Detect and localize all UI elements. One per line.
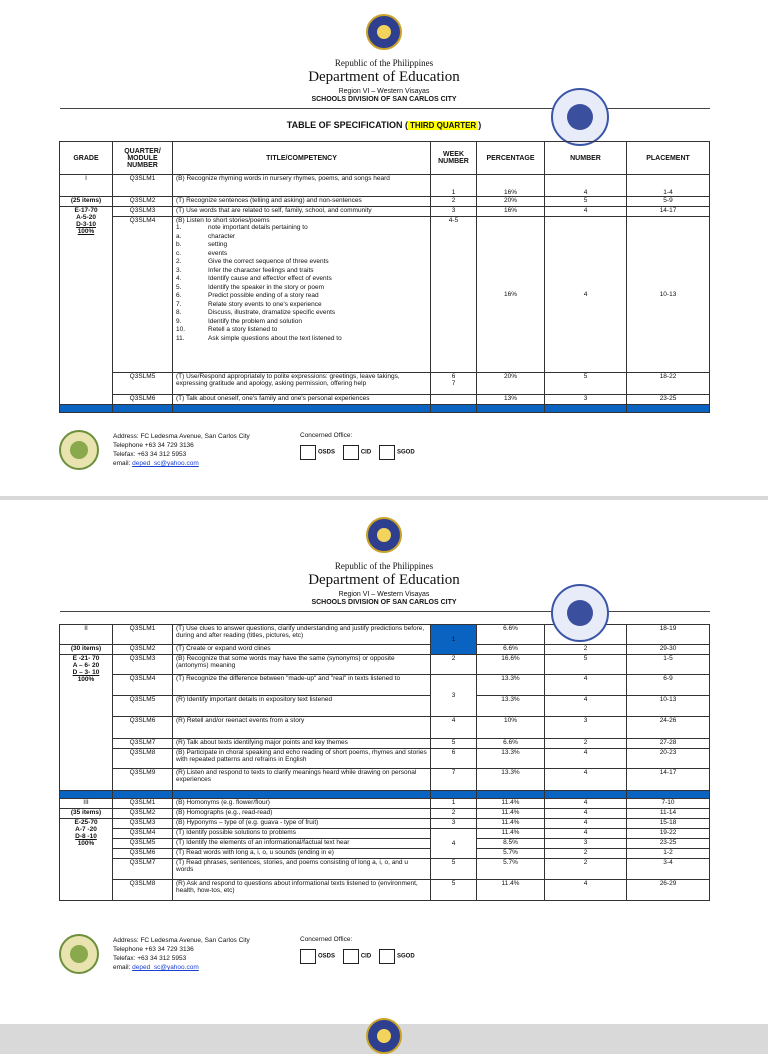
table-row — [60, 175, 710, 197]
pct-cell: 11.4% — [477, 799, 545, 809]
competency-list-item — [176, 292, 427, 301]
pct-cell: 13.3% — [477, 675, 545, 696]
address-line: Address: FC Ledesma Avenue, San Carlos City — [113, 433, 250, 440]
col-placement: PLACEMENT — [627, 142, 710, 175]
num-cell: 4 — [545, 829, 627, 839]
document-page-2 — [0, 500, 768, 1024]
deped-seal — [366, 14, 402, 50]
module-cell: Q3SLM8 — [113, 880, 173, 901]
col-percentage: PERCENTAGE — [477, 142, 545, 175]
week-cell: 2 — [431, 197, 477, 207]
place-cell: 26-29 — [627, 880, 710, 901]
title-prefix: TABLE OF SPECIFICATION ( — [286, 120, 408, 130]
week-cell: 4-5 — [431, 217, 477, 373]
spec-table-grade2-3 — [59, 624, 710, 901]
list-text: Discuss, illustrate, dramatize specific events — [208, 309, 336, 316]
telephone-line: Telephone +63 34 729 3136 — [113, 442, 194, 449]
table-row — [60, 880, 710, 901]
num-cell: 4 — [545, 175, 627, 197]
place-cell: 1-2 — [627, 849, 710, 859]
col-quarter: QUARTER/ MODULE NUMBER — [113, 142, 173, 175]
table-row — [60, 395, 710, 405]
module-cell: Q3SLM9 — [113, 769, 173, 791]
pct-cell: 6.6% — [477, 645, 545, 655]
division-stamp — [551, 88, 609, 146]
level-breakdown — [60, 655, 113, 791]
level-total: 100% — [77, 840, 95, 847]
items-count: (30 items) — [60, 645, 113, 655]
place-cell: 5-9 — [627, 197, 710, 207]
list-text: setting — [208, 241, 228, 248]
week-cell: 2 — [431, 655, 477, 675]
pct-cell: 13.3% — [477, 749, 545, 769]
list-text: Identify the speaker in the story or poem — [208, 283, 324, 291]
place-cell: 20-23 — [627, 749, 710, 769]
place-cell: 14-17 — [627, 769, 710, 791]
module-cell: Q3SLM4 — [113, 217, 173, 373]
telephone-line: Telephone +63 34 729 3136 — [113, 946, 194, 953]
col-number: NUMBER — [545, 142, 627, 175]
table-row — [60, 696, 710, 717]
sgod-label: SGOD — [396, 449, 415, 456]
num-cell: 4 — [545, 217, 627, 373]
module-cell: Q3SLM3 — [113, 207, 173, 217]
cid-label: CID — [360, 953, 372, 960]
week-cell: 3 — [431, 207, 477, 217]
header-rule — [60, 611, 710, 612]
list-marker: 5. — [176, 283, 182, 291]
page-footer — [0, 428, 768, 478]
week-cell: 1 — [431, 175, 477, 197]
place-cell: 10-13 — [627, 696, 710, 717]
num-cell: 4 — [545, 696, 627, 717]
module-cell: Q3SLM6 — [113, 717, 173, 739]
level-breakdown — [60, 819, 113, 901]
list-text: note important details pertaining to — [208, 224, 308, 231]
address-block — [113, 936, 250, 972]
num-cell: 2 — [545, 645, 627, 655]
region-line: Region VI – Western Visayas — [338, 88, 430, 95]
table-row — [60, 655, 710, 675]
level-e: E-17-70 — [74, 207, 98, 214]
email-label: email: — [113, 964, 133, 971]
week-cell: 2 — [431, 809, 477, 819]
grade-cell: I — [60, 175, 113, 197]
title-cell: (T) Recognize sentences (telling and asking) and non-sentences — [173, 197, 431, 207]
section-divider — [60, 405, 710, 413]
table-row — [60, 769, 710, 791]
section-divider — [60, 791, 710, 799]
place-cell: 29-30 — [627, 645, 710, 655]
module-cell: Q3SLM3 — [113, 819, 173, 829]
week-cell: 7 — [431, 769, 477, 791]
title-cell: (T) Recognize the difference between "made-up" and "real" in texts listened to — [173, 675, 431, 696]
competency-list-item — [176, 309, 427, 318]
list-text: Identify the problem and solution — [208, 317, 302, 325]
module-cell: Q3SLM2 — [113, 197, 173, 207]
concerned-office — [300, 432, 415, 460]
list-text: Predict possible ending of a story read — [208, 292, 319, 299]
competency-list-item — [176, 326, 427, 335]
table-row — [60, 717, 710, 739]
pct-cell: 5.7% — [477, 849, 545, 859]
osds-checkbox[interactable] — [300, 949, 316, 964]
concerned-office — [300, 936, 415, 964]
competency-list-item — [176, 258, 427, 267]
osds-label: OSDS — [318, 449, 336, 456]
num-cell: 2 — [545, 859, 627, 880]
spec-table-grade1 — [59, 141, 710, 413]
email-line — [113, 963, 250, 972]
table-row — [60, 829, 710, 839]
pct-cell: 10% — [477, 717, 545, 739]
cid-checkbox[interactable] — [343, 949, 359, 964]
num-cell: 2 — [545, 739, 627, 749]
place-cell: 27-28 — [627, 739, 710, 749]
num-cell: 3 — [545, 395, 627, 405]
title-cell: (B) Homographs (e.g., read-read) — [173, 809, 431, 819]
list-marker: 3. — [176, 266, 182, 274]
list-text: Give the correct sequence of three events — [208, 258, 329, 265]
title-cell: (B) Participate in choral speaking and echo reading of short poems, rhymes and stories with repeated patterns and refrains in English — [173, 749, 431, 769]
col-week: WEEK NUMBER — [431, 142, 477, 175]
module-cell: Q3SLM1 — [113, 625, 173, 645]
email-label: email: — [113, 460, 133, 467]
list-marker: 4. — [176, 275, 182, 282]
list-text: Infer the character feelings and traits — [208, 266, 314, 274]
deped-seal — [366, 517, 402, 553]
division-line: SCHOOLS DIVISION OF SAN CARLOS CITY — [311, 599, 457, 606]
list-marker: b. — [176, 241, 182, 248]
pct-cell: 16.6% — [477, 655, 545, 675]
title-cell: (B) Recognize that some words may have the same (synonyms) or opposite (antonyms) meaning — [173, 655, 431, 675]
competency-list-item — [176, 335, 427, 344]
title-cell: (R) Talk about texts identifying major points and key themes — [173, 739, 431, 749]
list-marker: 6. — [176, 292, 182, 299]
table-row — [60, 217, 710, 373]
table-row — [60, 819, 710, 829]
list-marker: 1. — [176, 224, 182, 231]
title-cell: (T) Use/Respond appropriately to polite expressions: greetings, leave takings, expressing gratitude and apology, asking permission, offering help — [173, 373, 431, 395]
week-cell: 5 — [431, 859, 477, 880]
module-cell: Q3SLM2 — [113, 809, 173, 819]
place-cell: 18-22 — [627, 373, 710, 395]
num-cell: 4 — [545, 819, 627, 829]
competency-list-item — [176, 250, 427, 259]
city-seal — [59, 934, 99, 974]
list-marker: 7. — [176, 300, 182, 308]
week-cell: 4 — [431, 829, 477, 859]
pct-cell: 20% — [477, 197, 545, 207]
competency-list-item — [176, 301, 427, 310]
place-cell: 15-18 — [627, 819, 710, 829]
place-cell: 7-10 — [627, 799, 710, 809]
address-block — [113, 432, 250, 468]
title-cell: (T) Identify the elements of an informational/factual text hear — [173, 839, 431, 849]
module-cell: Q3SLM8 — [113, 749, 173, 769]
table-row — [60, 373, 710, 395]
table-row — [60, 839, 710, 849]
table-row — [60, 625, 710, 645]
place-cell: 6-9 — [627, 675, 710, 696]
module-cell: Q3SLM7 — [113, 859, 173, 880]
pct-cell: 13% — [477, 395, 545, 405]
place-cell: 23-25 — [627, 395, 710, 405]
module-cell: Q3SLM3 — [113, 655, 173, 675]
grade-cell: III — [60, 799, 113, 809]
title-cell: (R) Listen and respond to texts to clarify meanings heard while drawing on personal experiences — [173, 769, 431, 791]
level-total: 100% — [77, 676, 95, 683]
email-link[interactable]: deped_sc@yahoo.com — [132, 460, 199, 467]
cid-label: CID — [360, 449, 372, 456]
list-text: events — [208, 249, 228, 257]
module-cell: Q3SLM6 — [113, 395, 173, 405]
items-count: (35 items) — [60, 809, 113, 819]
competency-list-item — [176, 224, 427, 233]
week-cell — [431, 395, 477, 405]
table-row — [60, 809, 710, 819]
list-marker: a. — [176, 232, 182, 240]
republic-line: Republic of the Philippines — [334, 561, 434, 571]
place-cell: 19-22 — [627, 829, 710, 839]
email-link[interactable]: deped_sc@yahoo.com — [132, 964, 199, 971]
pct-cell: 11.4% — [477, 809, 545, 819]
pct-cell: 16% — [477, 217, 545, 373]
col-title: TITLE/COMPETENCY — [173, 142, 431, 175]
level-d: D – 3- 10 — [72, 669, 100, 676]
division-line: SCHOOLS DIVISION OF SAN CARLOS CITY — [311, 96, 457, 103]
title-cell: (R) Identify important details in expository text listened — [173, 696, 431, 717]
sgod-checkbox[interactable] — [379, 445, 395, 460]
list-marker: 10. — [176, 326, 186, 333]
week-cell: 6 7 — [431, 373, 477, 395]
division-stamp — [551, 584, 609, 642]
level-d: D-8 -10 — [75, 833, 97, 840]
level-a: A – 6- 20 — [72, 662, 100, 669]
table-row — [60, 197, 710, 207]
week-cell: 5 — [431, 739, 477, 749]
num-cell: 4 — [545, 207, 627, 217]
title-cell: (B) Recognize rhyming words in nursery rhymes, poems, and songs heard — [173, 175, 431, 197]
list-marker: 2. — [176, 258, 182, 265]
list-text: Relate story events to one's experience — [208, 300, 322, 308]
competency-list-item — [176, 233, 427, 242]
week-cell: 3 — [431, 819, 477, 829]
telefax-line: Telefax: +63 34 312 5953 — [113, 955, 187, 962]
pct-cell: 6.6% — [477, 739, 545, 749]
tos-title — [0, 120, 768, 130]
col-grade: GRADE — [60, 142, 113, 175]
place-cell: 11-14 — [627, 809, 710, 819]
table-row — [60, 849, 710, 859]
header-rule — [60, 108, 710, 109]
table-row — [60, 207, 710, 217]
num-cell: 4 — [545, 749, 627, 769]
pct-cell: 13.3% — [477, 696, 545, 717]
num-cell: 3 — [545, 717, 627, 739]
quarter-highlight: THIRD QUARTER — [409, 121, 477, 130]
num-cell: 5 — [545, 373, 627, 395]
module-cell: Q3SLM2 — [113, 645, 173, 655]
module-cell: Q3SLM1 — [113, 799, 173, 809]
num-cell: 4 — [545, 769, 627, 791]
level-a: A-5-20 — [76, 214, 96, 221]
week-cell: 4 — [431, 717, 477, 739]
table-row — [60, 645, 710, 655]
list-text: Ask simple questions about the text listened to — [208, 334, 342, 342]
table-row — [60, 739, 710, 749]
level-d: D-3-10 — [76, 221, 96, 228]
list-text: character — [208, 232, 236, 240]
department-name: Department of Education — [308, 572, 460, 588]
title-cell: (R) Ask and respond to questions about informational texts listened to (environment, health, how-tos, etc) — [173, 880, 431, 901]
title-cell: (B) Homonyms (e.g. flower/flour) — [173, 799, 431, 809]
title-cell: (T) Use clues to answer questions, clarify understanding and justify predictions before, during and after reading (titles, pictures, etc) — [173, 625, 431, 645]
level-e: E -21- 70 — [72, 655, 100, 662]
department-name: Department of Education — [308, 69, 460, 85]
competency-list-item — [176, 284, 427, 293]
concerned-label: Concerned Office: — [300, 432, 353, 439]
num-cell: 4 — [545, 809, 627, 819]
competency-list-item — [176, 275, 427, 284]
republic-line: Republic of the Philippines — [334, 58, 434, 68]
title-suffix: ) — [478, 120, 482, 130]
module-cell: Q3SLM1 — [113, 175, 173, 197]
module-cell: Q3SLM6 — [113, 849, 173, 859]
pct-cell: 13.3% — [477, 769, 545, 791]
module-cell: Q3SLM5 — [113, 696, 173, 717]
list-marker: 11. — [176, 334, 185, 342]
pct-cell: 11.4% — [477, 819, 545, 829]
competency-list-item — [176, 318, 427, 327]
num-cell: 3 — [545, 839, 627, 849]
osds-label: OSDS — [318, 953, 336, 960]
num-cell: 4 — [545, 675, 627, 696]
num-cell: 2 — [545, 849, 627, 859]
competency-list-item — [176, 241, 427, 250]
page-footer — [0, 932, 768, 982]
title-cell: (T) Identify possible solutions to problems — [173, 829, 431, 839]
region-line: Region VI – Western Visayas — [338, 591, 430, 598]
week-cell: 1 — [431, 625, 477, 655]
level-total: 100% — [77, 228, 95, 235]
pct-cell: 16% — [477, 175, 545, 197]
items-count: (25 items) — [60, 197, 113, 207]
sgod-label: SGOD — [396, 953, 415, 960]
level-e: E-25-70 — [74, 819, 98, 826]
place-cell: 1-5 — [627, 655, 710, 675]
address-line: Address: FC Ledesma Avenue, San Carlos City — [113, 937, 250, 944]
week-cell: 3 — [431, 675, 477, 717]
level-a: A-7 -20 — [75, 826, 97, 833]
module-cell: Q3SLM4 — [113, 675, 173, 696]
week-cell: 6 — [431, 749, 477, 769]
list-marker: c. — [176, 249, 182, 257]
grade-cell: II — [60, 625, 113, 645]
telefax-line: Telefax: +63 34 312 5953 — [113, 451, 187, 458]
competency-list — [176, 224, 427, 343]
cid-checkbox[interactable] — [343, 445, 359, 460]
table-row — [60, 859, 710, 880]
osds-checkbox[interactable] — [300, 445, 316, 460]
num-cell: 5 — [545, 655, 627, 675]
title-cell: (T) Read words with long a, i, o, u sounds (ending in e) — [173, 849, 431, 859]
sgod-checkbox[interactable] — [379, 949, 395, 964]
list-marker: 9. — [176, 317, 182, 325]
module-cell: Q3SLM5 — [113, 839, 173, 849]
title-cell: (T) Talk about oneself, one's family and one's personal experiences — [173, 395, 431, 405]
title-cell: (T) Create or expand word clines — [173, 645, 431, 655]
pct-cell: 6.6% — [477, 625, 545, 645]
pct-cell: 8.5% — [477, 839, 545, 849]
place-cell: 3-4 — [627, 859, 710, 880]
table-row — [60, 675, 710, 696]
email-line — [113, 459, 250, 468]
title-cell — [173, 217, 431, 373]
concerned-label: Concerned Office: — [300, 936, 353, 943]
title-text: (B) Listen to short stories/poems — [176, 217, 270, 224]
module-cell: Q3SLM5 — [113, 373, 173, 395]
table-row — [60, 749, 710, 769]
num-cell: 4 — [545, 880, 627, 901]
week-cell: 5 — [431, 880, 477, 901]
num-cell: 4 — [545, 799, 627, 809]
pct-cell: 20% — [477, 373, 545, 395]
level-breakdown — [60, 207, 113, 405]
list-text: Identify cause and effect/or effect of events — [208, 275, 332, 282]
list-marker: 8. — [176, 309, 182, 316]
competency-list-item — [176, 267, 427, 276]
module-cell: Q3SLM7 — [113, 739, 173, 749]
document-page-1 — [0, 0, 768, 496]
place-cell: 14-17 — [627, 207, 710, 217]
place-cell: 1-4 — [627, 175, 710, 197]
pct-cell: 11.4% — [477, 880, 545, 901]
pct-cell: 16% — [477, 207, 545, 217]
deped-seal-next — [366, 1018, 402, 1054]
place-cell: 10-13 — [627, 217, 710, 373]
pct-cell: 5.7% — [477, 859, 545, 880]
place-cell: 24-26 — [627, 717, 710, 739]
city-seal — [59, 430, 99, 470]
title-cell: (T) Read phrases, sentences, stories, and poems consisting of long a, i, o, and u words — [173, 859, 431, 880]
pct-cell: 11.4% — [477, 829, 545, 839]
module-cell: Q3SLM4 — [113, 829, 173, 839]
table-row — [60, 799, 710, 809]
place-cell: 18-19 — [627, 625, 710, 645]
week-cell: 1 — [431, 799, 477, 809]
title-cell: (R) Retell and/or reenact events from a story — [173, 717, 431, 739]
num-cell: 5 — [545, 197, 627, 207]
place-cell: 23-25 — [627, 839, 710, 849]
list-text: Retell a story listened to — [208, 326, 278, 333]
title-cell: (B) Hyponyms – type of (e.g. guava - type of fruit) — [173, 819, 431, 829]
title-cell: (T) Use words that are related to self, family, school, and community — [173, 207, 431, 217]
